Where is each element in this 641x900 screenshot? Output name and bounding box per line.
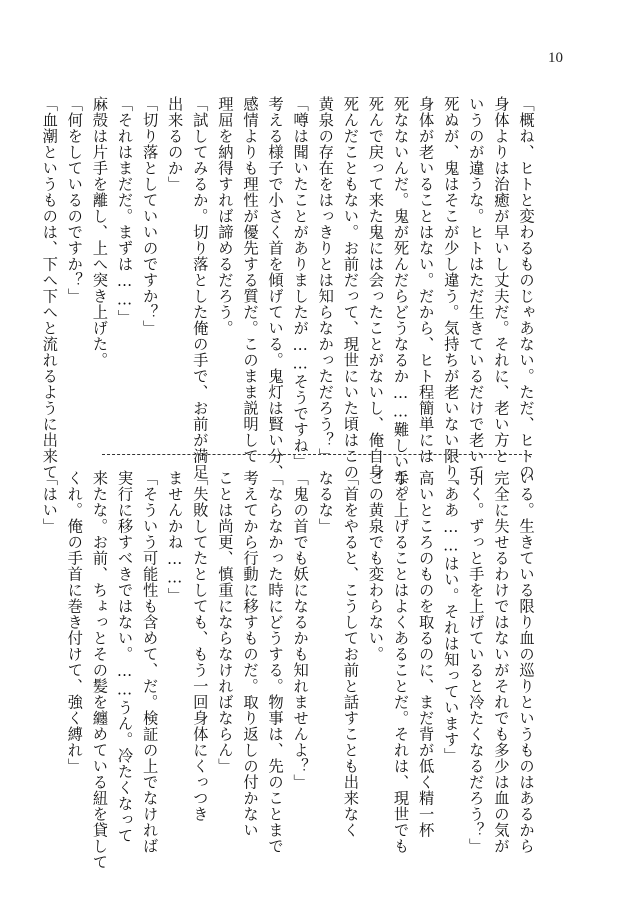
text-line: 出来るのか」 [165,96,184,192]
text-line: 考えてから行動に移すものだ。取り返しの付かない [240,470,259,838]
text-line: 死なないんだ。鬼が死んだらどうなるか……難しいな。 [391,96,410,502]
text-line: なるな」 [316,470,335,534]
text-line: 死ぬが、鬼はそこが少し違う。気持ちが老いない限り、 [441,96,460,496]
text-line: 「試してみるか。切り落とした俺の手で、お前が満足 [190,96,209,480]
text-line: 実行に移すべきではない。……うん。冷たくなって [115,470,134,844]
text-line: 「失敗してたとしても、もう一回身体にくっつき [190,470,209,822]
text-line: 「噂は聞いたことがありましたが……そうですね」 [291,96,310,470]
text-line: いる。生きている限り血の巡りというものはあるから [517,470,535,854]
text-line: いうのが違うな。ヒトはただ生きているだけで老いて [466,96,485,480]
text-line: 「ならなかった時にどうする。物事は、先のことまで [266,470,285,854]
text-column-bottom [31,470,535,870]
text-line: 「そういう可能性も含めて、だ。検証の上でなければ [140,470,159,854]
text-line: 手を上げることはよくあることだ。それは、現世でも [391,470,410,854]
text-line: 死んだこともない。お前だって、現世にいた頃はこの [341,96,360,480]
text-line: 「首をやると、こうしてお前と話すことも出来なく [341,470,360,838]
text-line: 「ああ……はい。それは知っています」 [441,470,460,764]
text-line: ことは尚更、慎重にならなければならん」 [215,470,234,774]
text-line: ませんかね……」 [165,470,184,604]
text-line: 「何をしているのですか？」 [65,96,84,304]
text-line: 理屈を納得すれば諦めるだろう。 [215,96,234,336]
text-line: 「鬼の首でも妖になるかも知れませんよ？」 [291,470,310,790]
text-line: この黄泉でも変わらない。 [366,470,385,662]
text-line: 身体よりは治癒が早いし丈夫だ。それに、老い方と [491,96,510,464]
text-line: 完全に失せるわけではないがそれでも多少は血の気が [491,470,510,854]
text-line: 高いところのものを取るのに、まだ背が低く精一杯 [416,470,435,838]
text-line: 「はい」 [40,470,59,534]
text-line: 感情よりも理性が優先する質だ。このまま説明して [240,96,259,464]
text-line: 「血潮というものは、下へ下へと流れるように出来て [40,96,59,480]
text-line: 考える様子で小さく首を傾げている。鬼灯は賢い分、 [266,96,285,480]
text-line: 来たな。お前、ちょっとその髪を纏めている紐を貸して [90,470,109,870]
text-line: 死んで戻って来た鬼には会ったことがないし、俺自身 [366,96,385,480]
page-number: 10 [548,50,563,66]
text-line: 「切り落としていいのですか？」 [140,96,159,336]
text-line: 引く。ずっと手を上げていると冷たくなるだろう？」 [466,470,485,854]
text-line: 黄泉の存在をはっきりとは知らなかっただろう？」 [316,96,335,464]
text-line: 「概ね、ヒトと変わるものじゃあない。ただ、ヒトの [517,96,535,480]
section-divider [102,454,532,455]
text-line: 「それはまだだ。まずは……」 [115,96,134,326]
text-line: 麻殻は片手を離し、上へ突き上げた。 [90,96,109,368]
text-line: 身体が老いることはない。だから、ヒト程簡単には [416,96,435,464]
text-line: くれ。俺の手首に巻き付けて、強く縛れ」 [65,470,84,774]
